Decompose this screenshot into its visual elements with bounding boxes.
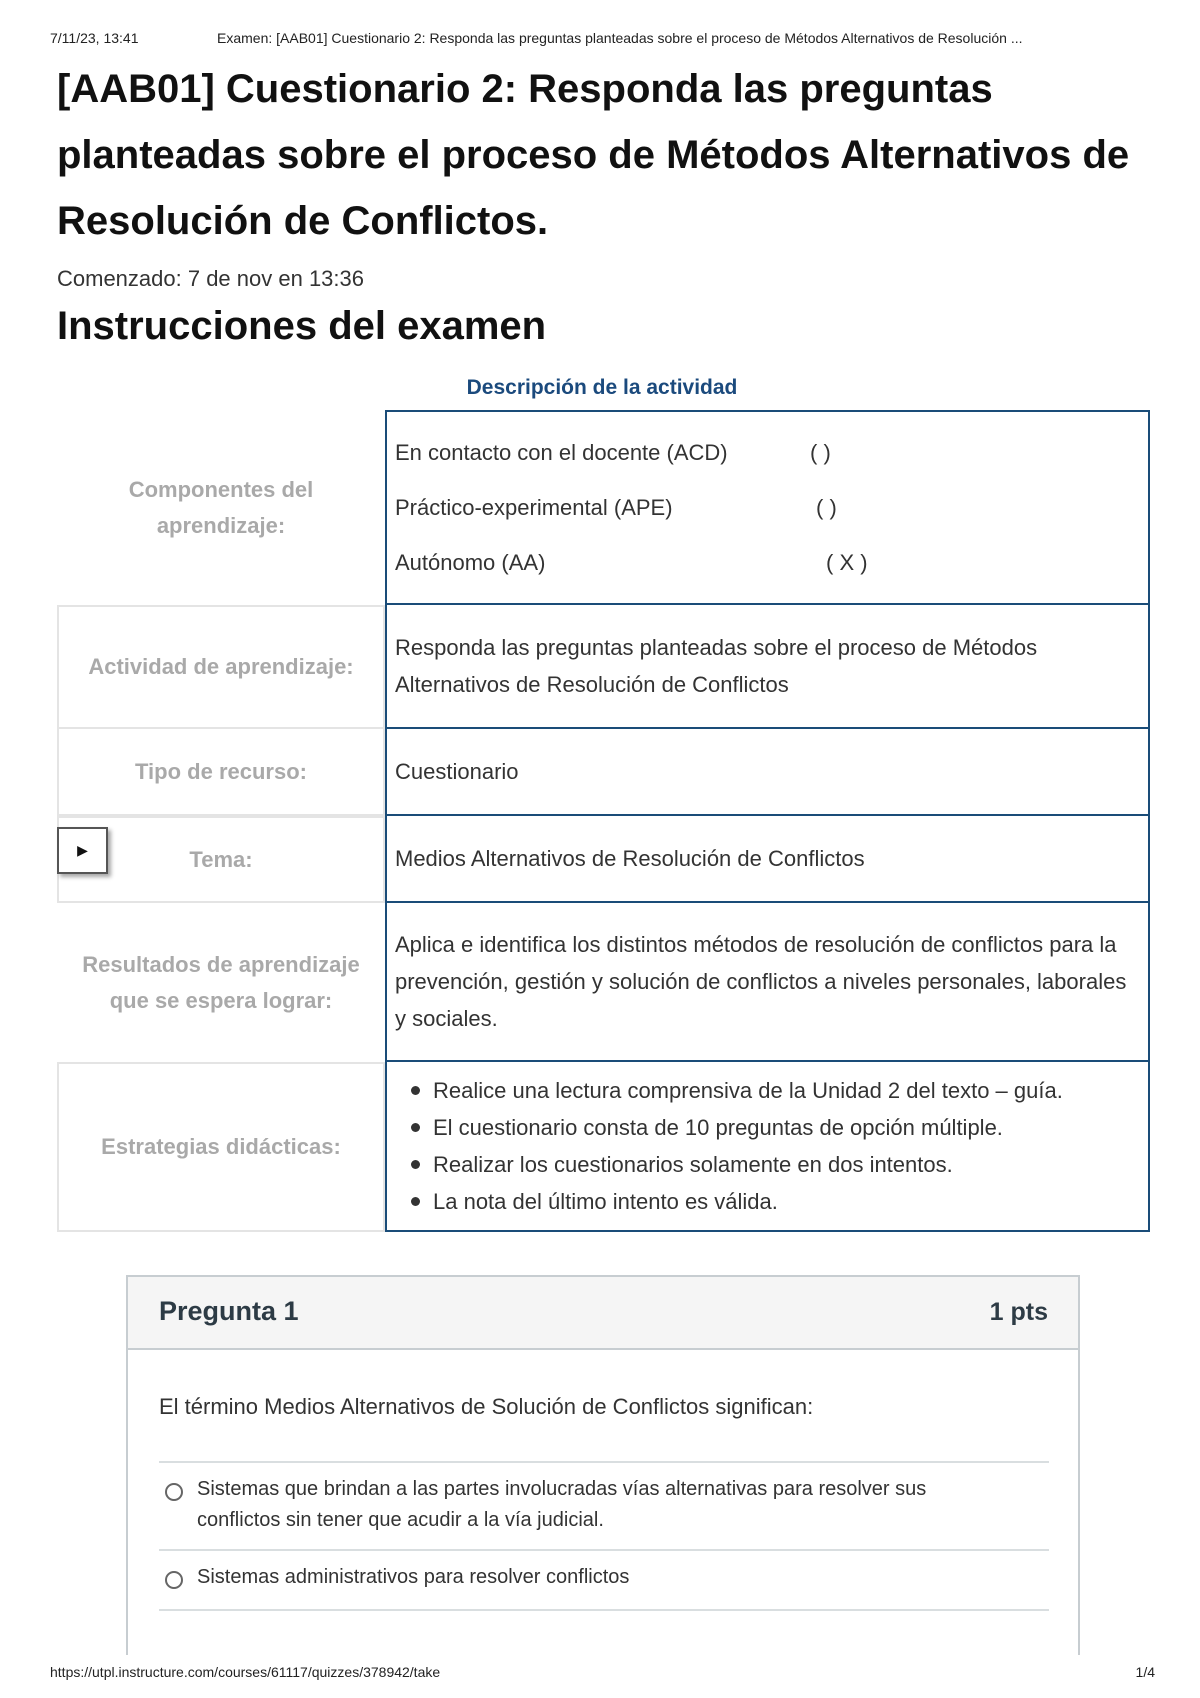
started-timestamp: Comenzado: 7 de nov en 13:36 xyxy=(57,266,365,291)
component-mark: ( X ) xyxy=(826,550,868,575)
activity-row xyxy=(57,605,1150,729)
activity-description-heading: Descripción de la actividad xyxy=(466,376,738,399)
answer-text[interactable]: Sistemas que brindan a las partes involucradas vías alternativas para resolver sus conflictos sin tener que acudir a la vía judicial. xyxy=(197,1478,927,1531)
component-ape xyxy=(395,480,1138,535)
question-text: El término Medios Alternativos de Solución de Conflictos significan: xyxy=(159,1394,814,1419)
answer-text[interactable]: Sistemas administrativos para resolver conflictos xyxy=(197,1566,630,1588)
list-item: El cuestionario consta de 10 preguntas de opción múltiple. xyxy=(433,1109,1063,1146)
component-mark: ( ) xyxy=(810,440,831,465)
topic-value: Medios Alternativos de Resolución de Conflictos xyxy=(385,816,1150,903)
component-acd xyxy=(395,425,1138,480)
resource-value: Cuestionario xyxy=(385,729,1150,816)
list-item: Realice una lectura comprensiva de la Unidad 2 del texto – guía. xyxy=(433,1072,1063,1109)
activity-label: Actividad de aprendizaje: xyxy=(57,605,385,729)
component-mark: ( ) xyxy=(816,495,837,520)
page-title: [AAB01] Cuestionario 2: Responda las preguntas planteadas sobre el proceso de Métodos Alternativos de Resolución de Conflictos. xyxy=(57,67,1130,243)
strategies-label: Estrategias didácticas: xyxy=(57,1062,385,1232)
results-row xyxy=(57,903,1150,1062)
answer-option-1[interactable] xyxy=(159,1461,1049,1549)
list-item: La nota del último intento es válida. xyxy=(433,1183,1063,1220)
resource-row xyxy=(57,729,1150,816)
instructions-heading: Instrucciones del examen xyxy=(57,304,547,348)
components-list xyxy=(395,425,1138,590)
answer-option-2[interactable] xyxy=(159,1549,1049,1609)
print-document-title: Examen: [AAB01] Cuestionario 2: Responda las preguntas planteadas sobre el proceso de Métodos Alternativos de Resolución ... xyxy=(217,30,1023,46)
question-title: Pregunta 1 xyxy=(159,1296,299,1326)
answer-divider xyxy=(159,1609,1049,1611)
question-card xyxy=(126,1275,1080,1655)
component-aa xyxy=(395,535,1138,590)
radio-button[interactable] xyxy=(165,1571,183,1589)
radio-button[interactable] xyxy=(165,1483,183,1501)
component-label: En contacto con el docente (ACD) xyxy=(395,440,728,465)
results-value: Aplica e identifica los distintos métodos de resolución de conflictos para la prevención, gestión y solución de conflictos a niveles personales, laborales y sociales. xyxy=(385,903,1150,1062)
play-button[interactable] xyxy=(57,827,108,874)
print-date: 7/11/23, 13:41 xyxy=(50,30,139,46)
strategies-value xyxy=(385,1062,1150,1232)
question-points: 1 pts xyxy=(989,1298,1048,1326)
components-value xyxy=(385,410,1150,605)
results-label: Resultados de aprendizaje que se espera lograr: xyxy=(82,951,360,1013)
components-row xyxy=(57,410,1150,605)
component-label: Autónomo (AA) xyxy=(395,550,546,575)
topic-label: Tema: xyxy=(57,816,385,903)
activity-value: Responda las preguntas planteadas sobre el proceso de Métodos Alternativos de Resolución de Conflictos xyxy=(385,605,1150,729)
resource-label: Tipo de recurso: xyxy=(57,729,385,816)
list-item: Realizar los cuestionarios solamente en dos intentos. xyxy=(433,1146,1063,1183)
page-number: 1/4 xyxy=(1135,1664,1155,1680)
question-header xyxy=(128,1277,1078,1350)
print-url: https://utpl.instructure.com/courses/61117/quizzes/378942/take xyxy=(50,1664,441,1680)
topic-row xyxy=(57,816,1150,903)
components-label: Componentes del aprendizaje: xyxy=(128,476,314,538)
strategies-row xyxy=(57,1062,1150,1232)
strategies-list xyxy=(395,1072,1063,1220)
component-label: Práctico-experimental (APE) xyxy=(395,495,673,520)
play-icon: ▶ xyxy=(77,842,88,858)
print-footer xyxy=(50,1664,1155,1680)
